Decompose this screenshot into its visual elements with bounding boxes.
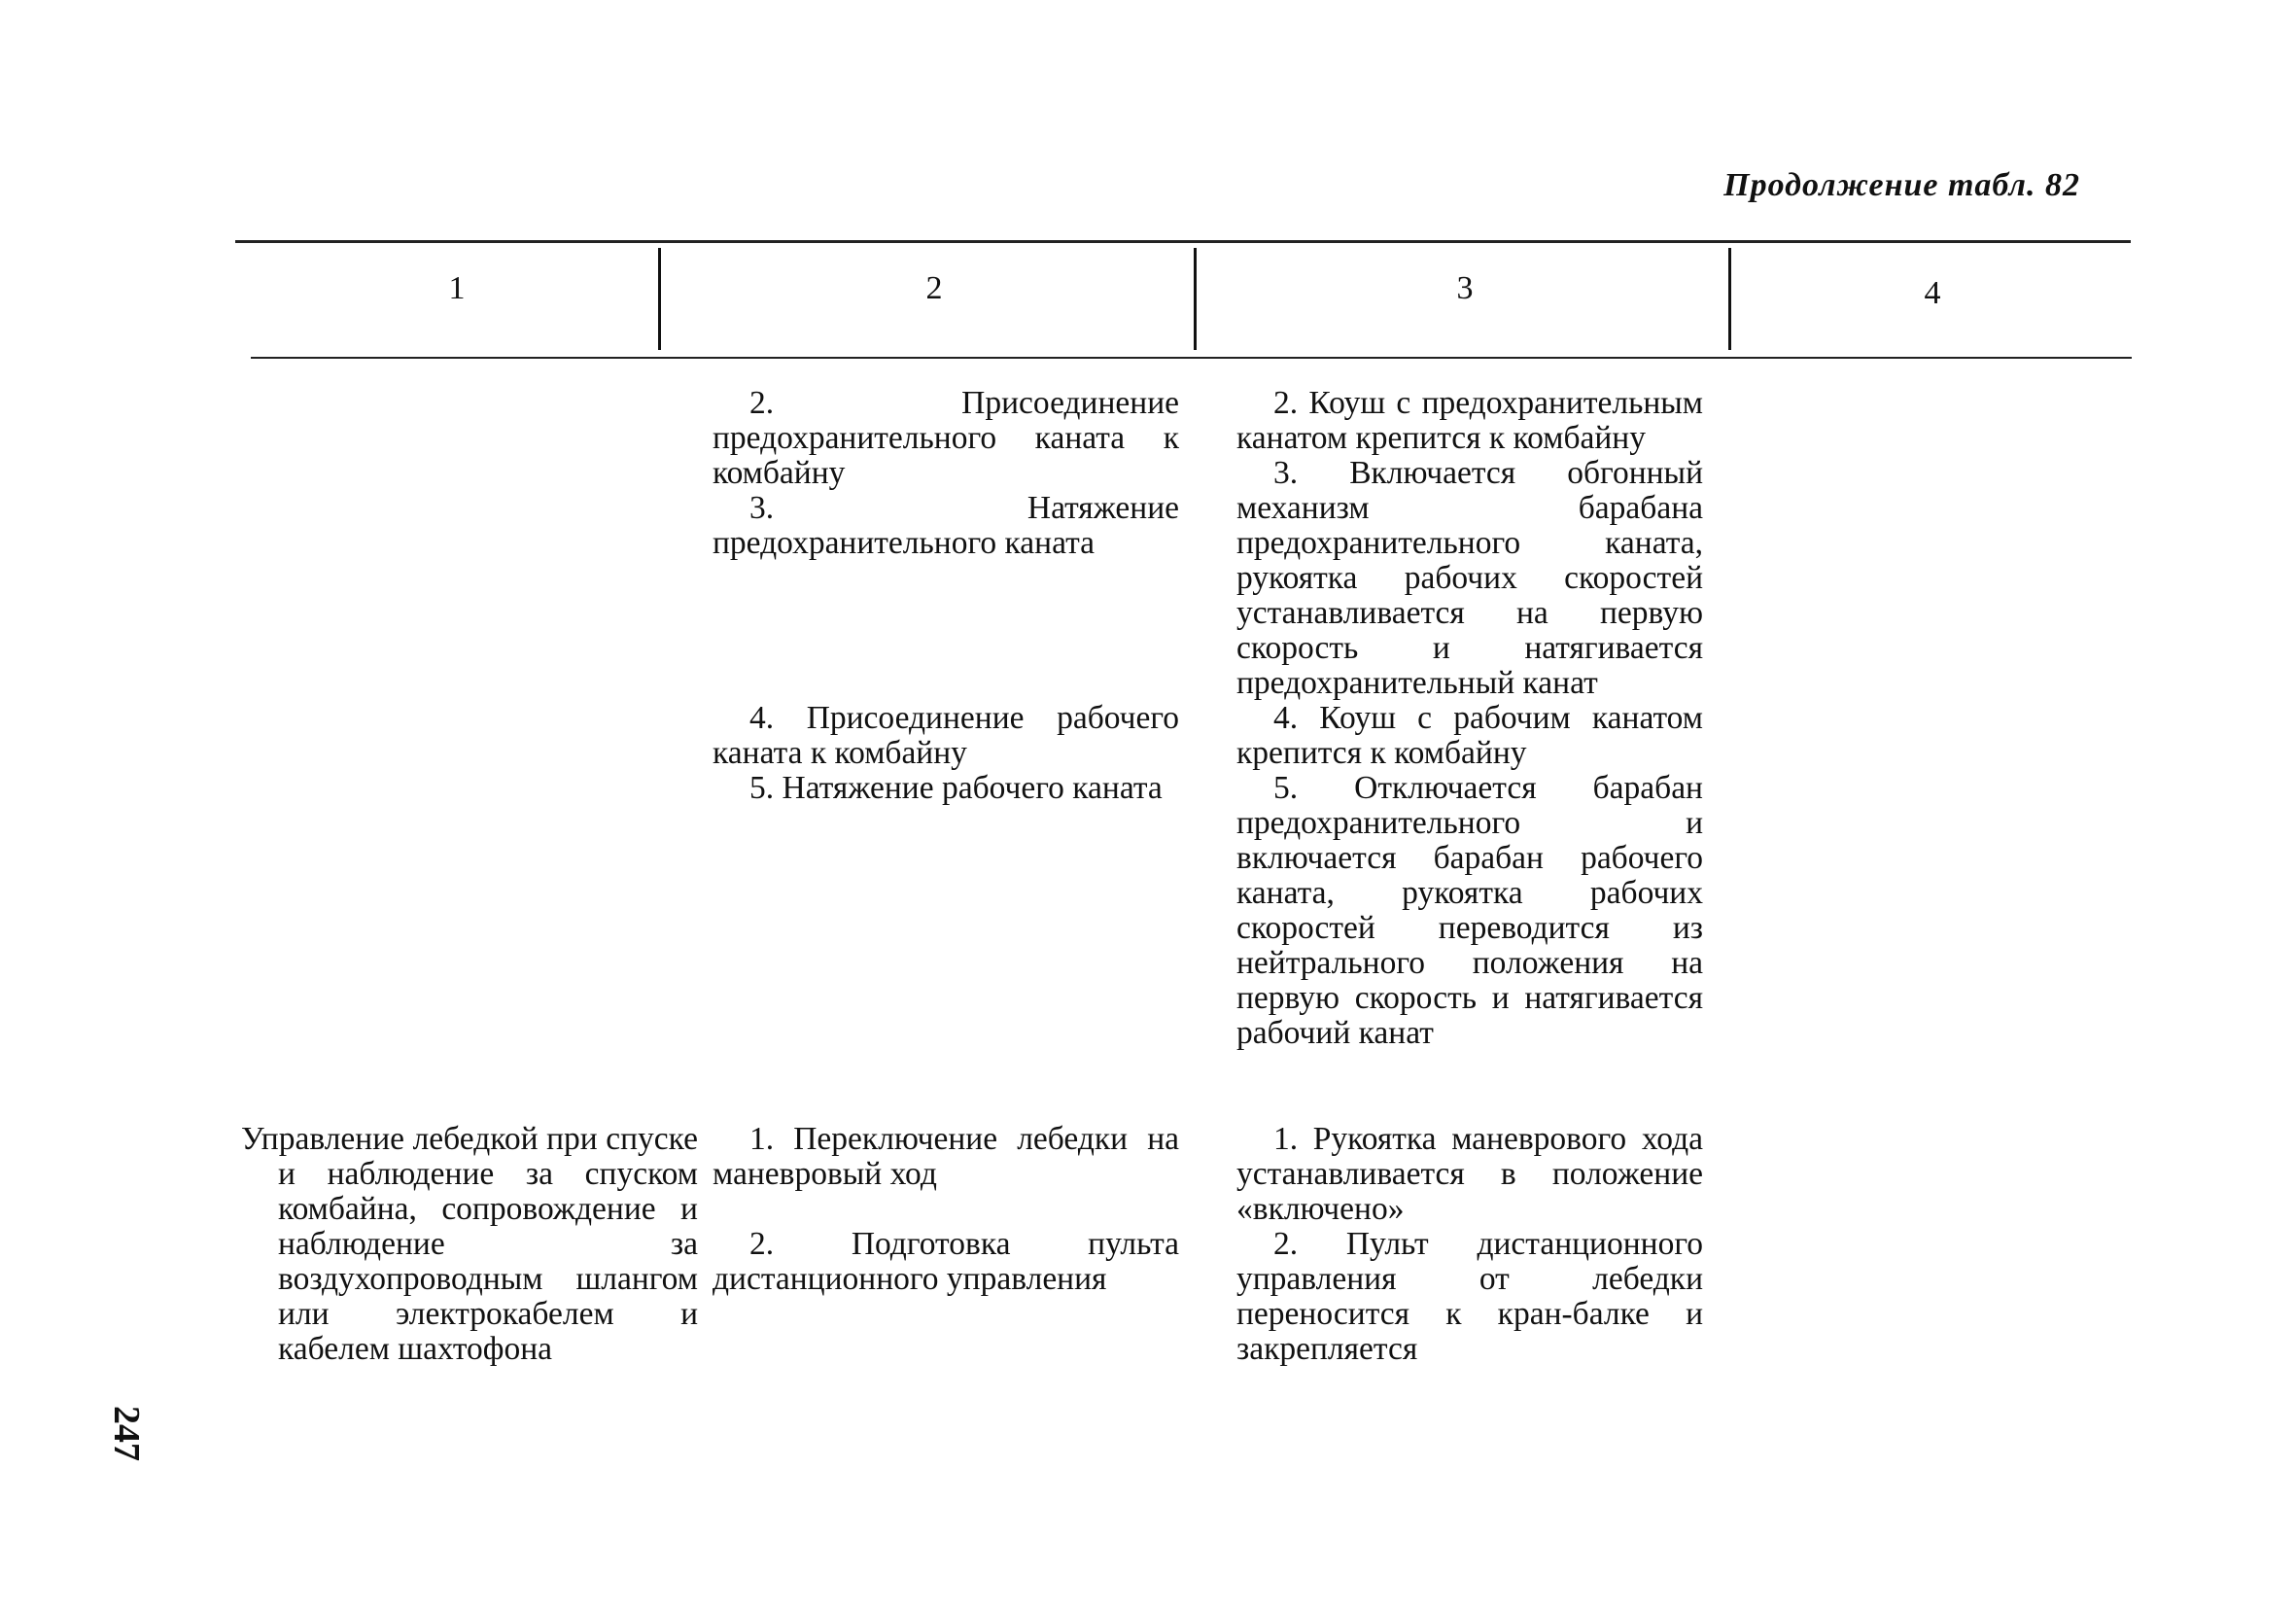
step-3-text: 3. Натяжение предохранительного каната bbox=[713, 490, 1179, 561]
column-header-1: 1 bbox=[448, 270, 466, 306]
column-header-4: 4 bbox=[1924, 275, 1941, 311]
row2-col3 bbox=[1236, 1122, 1703, 1367]
row1-col3 bbox=[1236, 386, 1703, 1051]
step-2-text: 2. Присоединение предохранительного каната к комбайну bbox=[713, 385, 1179, 491]
row2-step-2-result: 2. Пульт дистанционного управления от лебедки переносится к кран-балке и закрепляется bbox=[1236, 1226, 1703, 1367]
table-top-rule bbox=[235, 240, 2131, 243]
column-divider-2 bbox=[1194, 248, 1197, 350]
row2-step-1-result: 1. Рукоятка маневрового хода устанавливается в положение «включено» bbox=[1236, 1121, 1703, 1227]
row2-col2 bbox=[713, 1122, 1179, 1297]
column-header-3: 3 bbox=[1456, 270, 1474, 306]
step-5-result: 5. Отключается барабан предохранительного и включается барабан рабочего каната, рукоятка рабочих скоростей переводится из нейтрального положения на первую скорость и натягивается рабочий канат bbox=[1236, 770, 1703, 1051]
step-3-result: 3. Включается обгонный механизм барабана предохранительного каната, рукоятка рабочих скоростей устанавливается на первую скорость и натягивается предохранительный канат bbox=[1236, 455, 1703, 701]
step-2-result: 2. Коуш с предохранительным канатом крепится к комбайну bbox=[1236, 385, 1703, 456]
column-divider-3 bbox=[1728, 248, 1731, 350]
step-4-text: 4. Присоединение рабочего каната к комбайну bbox=[713, 700, 1179, 771]
page-number: 247 bbox=[106, 1406, 147, 1461]
row1-col2 bbox=[713, 386, 1179, 806]
step-5-text: 5. Натяжение рабочего каната bbox=[749, 770, 1163, 806]
row2-col1: Управление лебедкой при спуске и наблюдение за спуском комбайна, сопровождение и наблюдение за воздухопроводным шлангом или электрокабелем и кабелем шахтофона bbox=[241, 1121, 698, 1367]
step-4-result: 4. Коуш с рабочим канатом крепится к комбайну bbox=[1236, 700, 1703, 771]
column-header-2: 2 bbox=[925, 270, 943, 306]
row2-step-1-text: 1. Переключение лебедки на маневровый ход bbox=[713, 1121, 1179, 1192]
table-header-rule bbox=[251, 357, 2132, 359]
column-divider-1 bbox=[658, 248, 661, 350]
row2-step-2-text: 2. Подготовка пульта дистанционного управления bbox=[713, 1226, 1179, 1297]
table-caption: Продолжение табл. 82 bbox=[1723, 167, 2080, 203]
